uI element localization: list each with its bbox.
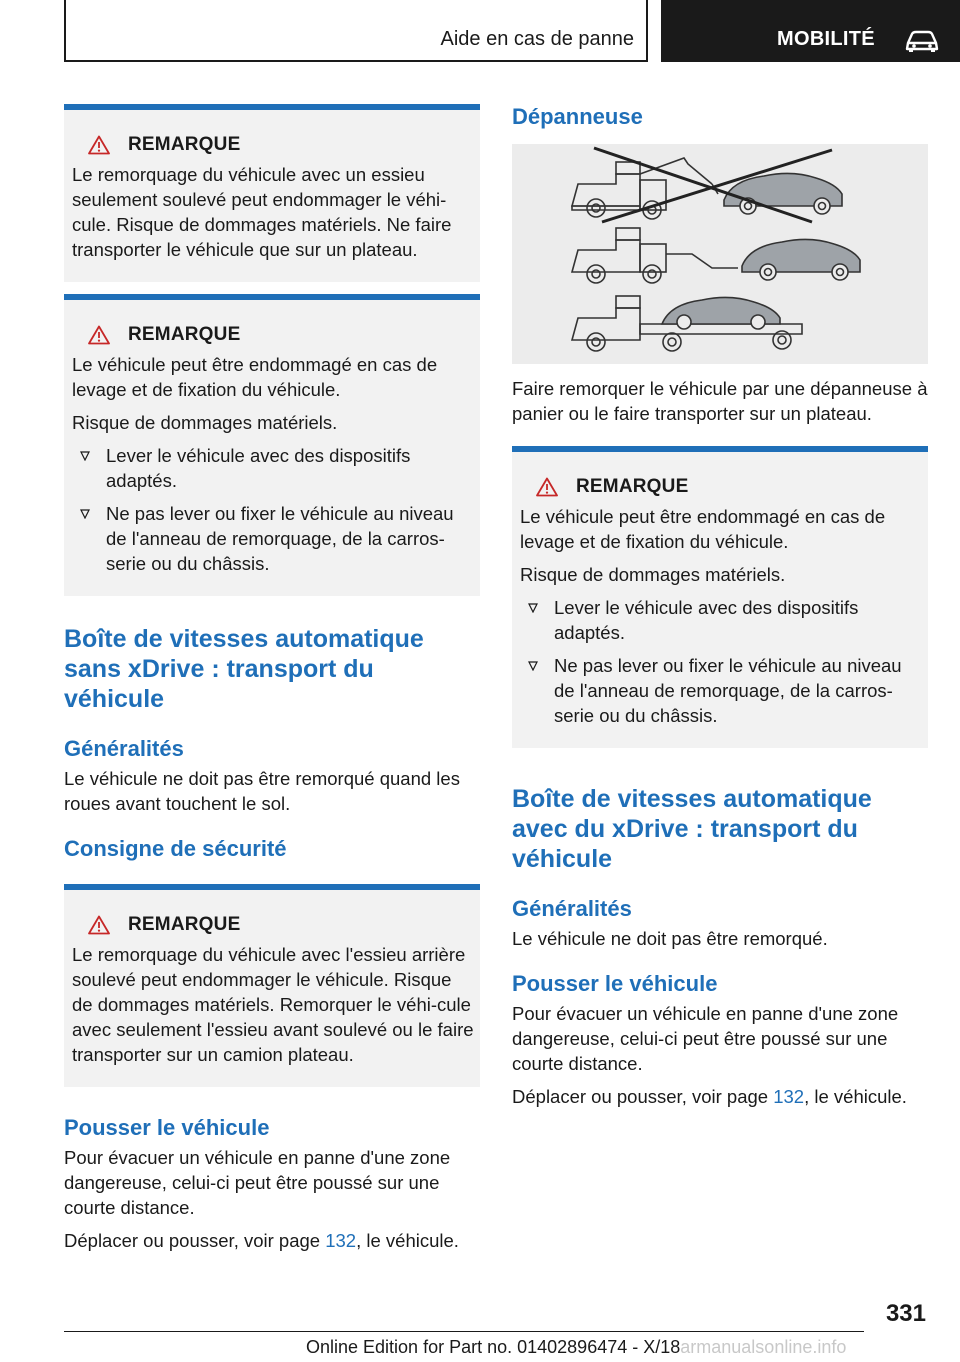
body-text: Pour évacuer un véhicule en panne d'une zone dangereuse, celui-ci peut être poussé sur une courte distance. (64, 1147, 451, 1218)
body-text: Le véhicule ne doit pas être remorqué quand les roues avant touchent le sol. (64, 768, 460, 814)
tow-truck-illustration (512, 144, 928, 364)
subsection-heading: Généralités (512, 896, 632, 921)
warning-note (512, 446, 928, 748)
bullet-list (520, 595, 922, 728)
note-text: Le remorquage du véhicule avec l'essieu arrière soulevé peut endommager le véhicule. Risque de dommages matériels. Remorquer le véhi-cule avec seulement l'essieu avant soulevé ou le faire transporter sur un camion plateau. (72, 944, 474, 1065)
warning-icon (88, 915, 110, 935)
body-text: Pour évacuer un véhicule en panne d'une zone dangereuse, celui-ci peut être poussé sur une courte distance. (512, 1003, 899, 1074)
page-reference: Déplacer ou pousser, voir page 132, le véhicule. (512, 1086, 907, 1107)
warning-note (64, 294, 480, 596)
section-heading: Boîte de vitesses automatique sans xDrive : transport du véhicule (64, 625, 424, 713)
page-number: 331 (885, 1300, 926, 1327)
right-column (512, 104, 928, 1109)
page-reference: Déplacer ou pousser, voir page 132, le véhicule. (64, 1230, 459, 1251)
page-header (64, 0, 960, 64)
figure-caption: Faire remorquer le véhicule par une dépanneuse à panier ou le faire transporter sur un plateau. (512, 378, 928, 424)
section-title: Aide en cas de panne (440, 28, 634, 50)
note-text: Risque de dommages matériels. (520, 564, 786, 585)
car-icon (904, 29, 940, 53)
warning-icon (88, 325, 110, 345)
section-tab (64, 0, 648, 62)
note-title: REMARQUE (576, 476, 689, 497)
page-link[interactable]: 132 (773, 1086, 805, 1107)
list-item: Ne pas lever ou fixer le véhicule au niveau de l'anneau de remorquage, de la carros-serie ou du châssis. (520, 653, 922, 728)
note-text: Risque de dommages matériels. (72, 412, 338, 433)
subsection-heading: Pousser le véhicule (512, 971, 718, 996)
chapter-title: MOBILITÉ (777, 28, 875, 50)
note-text: Le véhicule peut être endommagé en cas de levage et de fixation du véhicule. (72, 354, 438, 400)
list-item: Ne pas lever ou fixer le véhicule au niveau de l'anneau de remorquage, de la carros-serie ou du châssis. (72, 501, 474, 576)
subsection-heading: Consigne de sécurité (64, 836, 287, 861)
bullet-list (72, 443, 474, 576)
note-text: Le véhicule peut être endommagé en cas de levage et de fixation du véhicule. (520, 506, 886, 552)
warning-icon (536, 477, 558, 497)
note-title: REMARQUE (128, 134, 241, 155)
warning-note (64, 104, 480, 282)
footer-edition: Online Edition for Part no. 01402896474 - X/18armanualsonline.info (306, 1337, 847, 1357)
triangle-bullet-icon (80, 451, 90, 461)
body-text: Le véhicule ne doit pas être remorqué. (512, 928, 828, 949)
subsection-heading: Pousser le véhicule (64, 1115, 270, 1140)
watermark: armanualsonline.info (680, 1337, 847, 1357)
warning-icon (88, 135, 110, 155)
triangle-bullet-icon (528, 603, 538, 613)
section-heading: Boîte de vitesses automatique avec du xDrive : transport du véhicule (512, 785, 872, 873)
note-title: REMARQUE (128, 324, 241, 345)
warning-note (64, 884, 480, 1087)
note-text: Le remorquage du véhicule avec un essieu seulement soulevé peut endommager le véhi-cule. Risque de dommages matériels. Ne faire transporter le véhicule que sur un plateau. (72, 164, 452, 260)
left-column (64, 104, 480, 1253)
footer-divider (64, 1331, 864, 1332)
chapter-tab (661, 0, 960, 62)
list-item: Lever le véhicule avec des dispositifs adaptés. (72, 443, 474, 493)
subsection-heading: Dépanneuse (512, 104, 643, 129)
triangle-bullet-icon (528, 661, 538, 671)
page-link[interactable]: 132 (325, 1230, 357, 1251)
note-title: REMARQUE (128, 914, 241, 935)
list-item: Lever le véhicule avec des dispositifs adaptés. (520, 595, 922, 645)
subsection-heading: Généralités (64, 736, 184, 761)
triangle-bullet-icon (80, 509, 90, 519)
tow-truck-diagram-icon (512, 144, 928, 364)
